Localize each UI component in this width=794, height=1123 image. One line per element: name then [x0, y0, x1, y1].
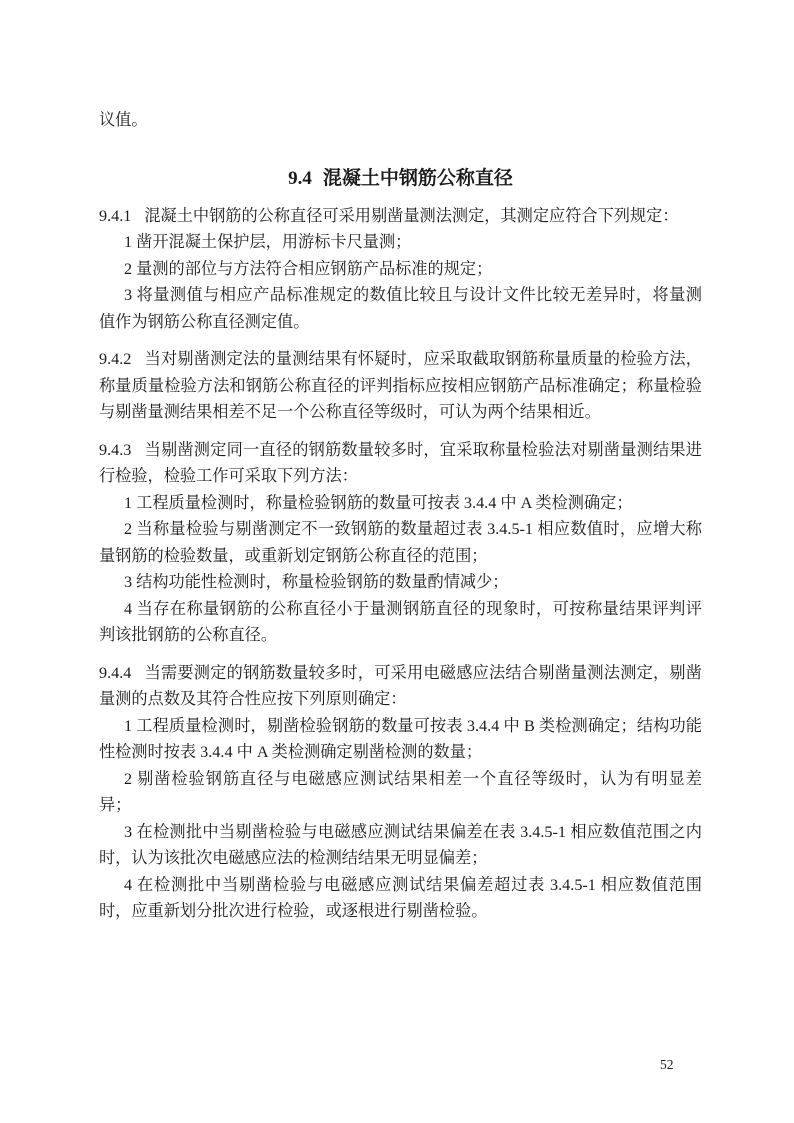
clause-text: 当需要测定的钢筋数量较多时，可采用电磁感应法结合剔凿量测法测定，剔凿量测的点数及其符合性应按下列原则确定： — [99, 663, 702, 708]
clause-9-4-4 — [99, 660, 702, 925]
clause-item: 1 凿开混凝土保护层，用游标卡尺量测； — [124, 233, 412, 251]
clause-item: 2 量测的部位与方法符合相应钢筋产品标准的规定； — [124, 259, 493, 278]
clause-9-4-1 — [99, 203, 702, 336]
clause-item: 4 当存在称量钢筋的公称直径小于量测钢筋直径的现象时，可按称量结果评判评判该批钢筋的公称直径。 — [99, 599, 702, 644]
clause-item: 3 在检测批中当剔凿检验与电磁感应测试结果偏差在表 3.4.5-1 相应数值范围之内时，认为该批次电磁感应法的检测结结果无明显偏差； — [99, 822, 702, 867]
clause-item: 2 剔凿检验钢筋直径与电磁感应测试结果相差一个直径等级时，认为有明显差异； — [99, 769, 702, 814]
clause-lead — [99, 437, 702, 490]
clause-text: 当剔凿测定同一直径的钢筋数量较多时，宜采取称量检验法对剔凿量测结果进行检验，检验工作可采取下列方法： — [99, 440, 702, 485]
clause-item: 1 工程质量检测时，称量检验钢筋的数量可按表 3.4.4 中 A 类检测确定； — [124, 493, 633, 512]
clause-item: 1 工程质量检测时，剔凿检验钢筋的数量可按表 3.4.4 中 B 类检测确定；结构功能性检测时按表 3.4.4 中 A 类检测确定剔凿检测的数量； — [99, 716, 702, 761]
section-heading — [99, 165, 702, 192]
clause-number: 9.4.3 — [99, 440, 132, 459]
clause-lead — [99, 660, 702, 713]
clause-item: 3 结构功能性检测时，称量检验钢筋的数量酌情减少； — [124, 573, 509, 591]
clause-lead — [99, 203, 702, 230]
section-title: 混凝土中钢筋公称直径 — [322, 167, 513, 189]
page-content — [99, 107, 702, 925]
clause-number: 9.4.2 — [99, 350, 132, 368]
clause-9-4-2 — [99, 346, 702, 426]
clause-item: 4 在检测批中当剔凿检验与电磁感应测试结果偏差超过表 3.4.5-1 相应数值范围时，应重新划分批次进行检验，或逐根进行剔凿检验。 — [99, 875, 702, 920]
clause-text: 当对剔凿测定法的量测结果有怀疑时，应采取截取钢筋称量质量的检验方法，称量质量检验方法和钢筋公称直径的评判指标应按相应钢筋产品标准确定；称量检验与剔凿量测结果相差不足一个公称直径等级时，可认为两个结果相近。 — [99, 350, 702, 421]
clause-lead — [99, 346, 702, 426]
clause-number: 9.4.4 — [99, 663, 132, 682]
clause-9-4-3 — [99, 437, 702, 649]
clause-number: 9.4.1 — [99, 206, 132, 225]
clause-item: 2 当称量检验与剔凿测定不一致钢筋的数量超过表 3.4.5-1 相应数值时，应增大称量钢筋的检验数量，或重新划定钢筋公称直径的范围； — [99, 520, 702, 565]
page-number: 52 — [660, 1057, 674, 1072]
clause-item: 3 将量测值与相应产品标准规定的数值比较且与设计文件比较无差异时，将量测值作为钢筋公称直径测定值。 — [99, 286, 702, 331]
clause-text: 混凝土中钢筋的公称直径可采用剔凿量测法测定，其测定应符合下列规定： — [144, 206, 679, 225]
section-number: 9.4 — [288, 167, 312, 189]
carryover-text: 议值。 — [99, 111, 148, 129]
